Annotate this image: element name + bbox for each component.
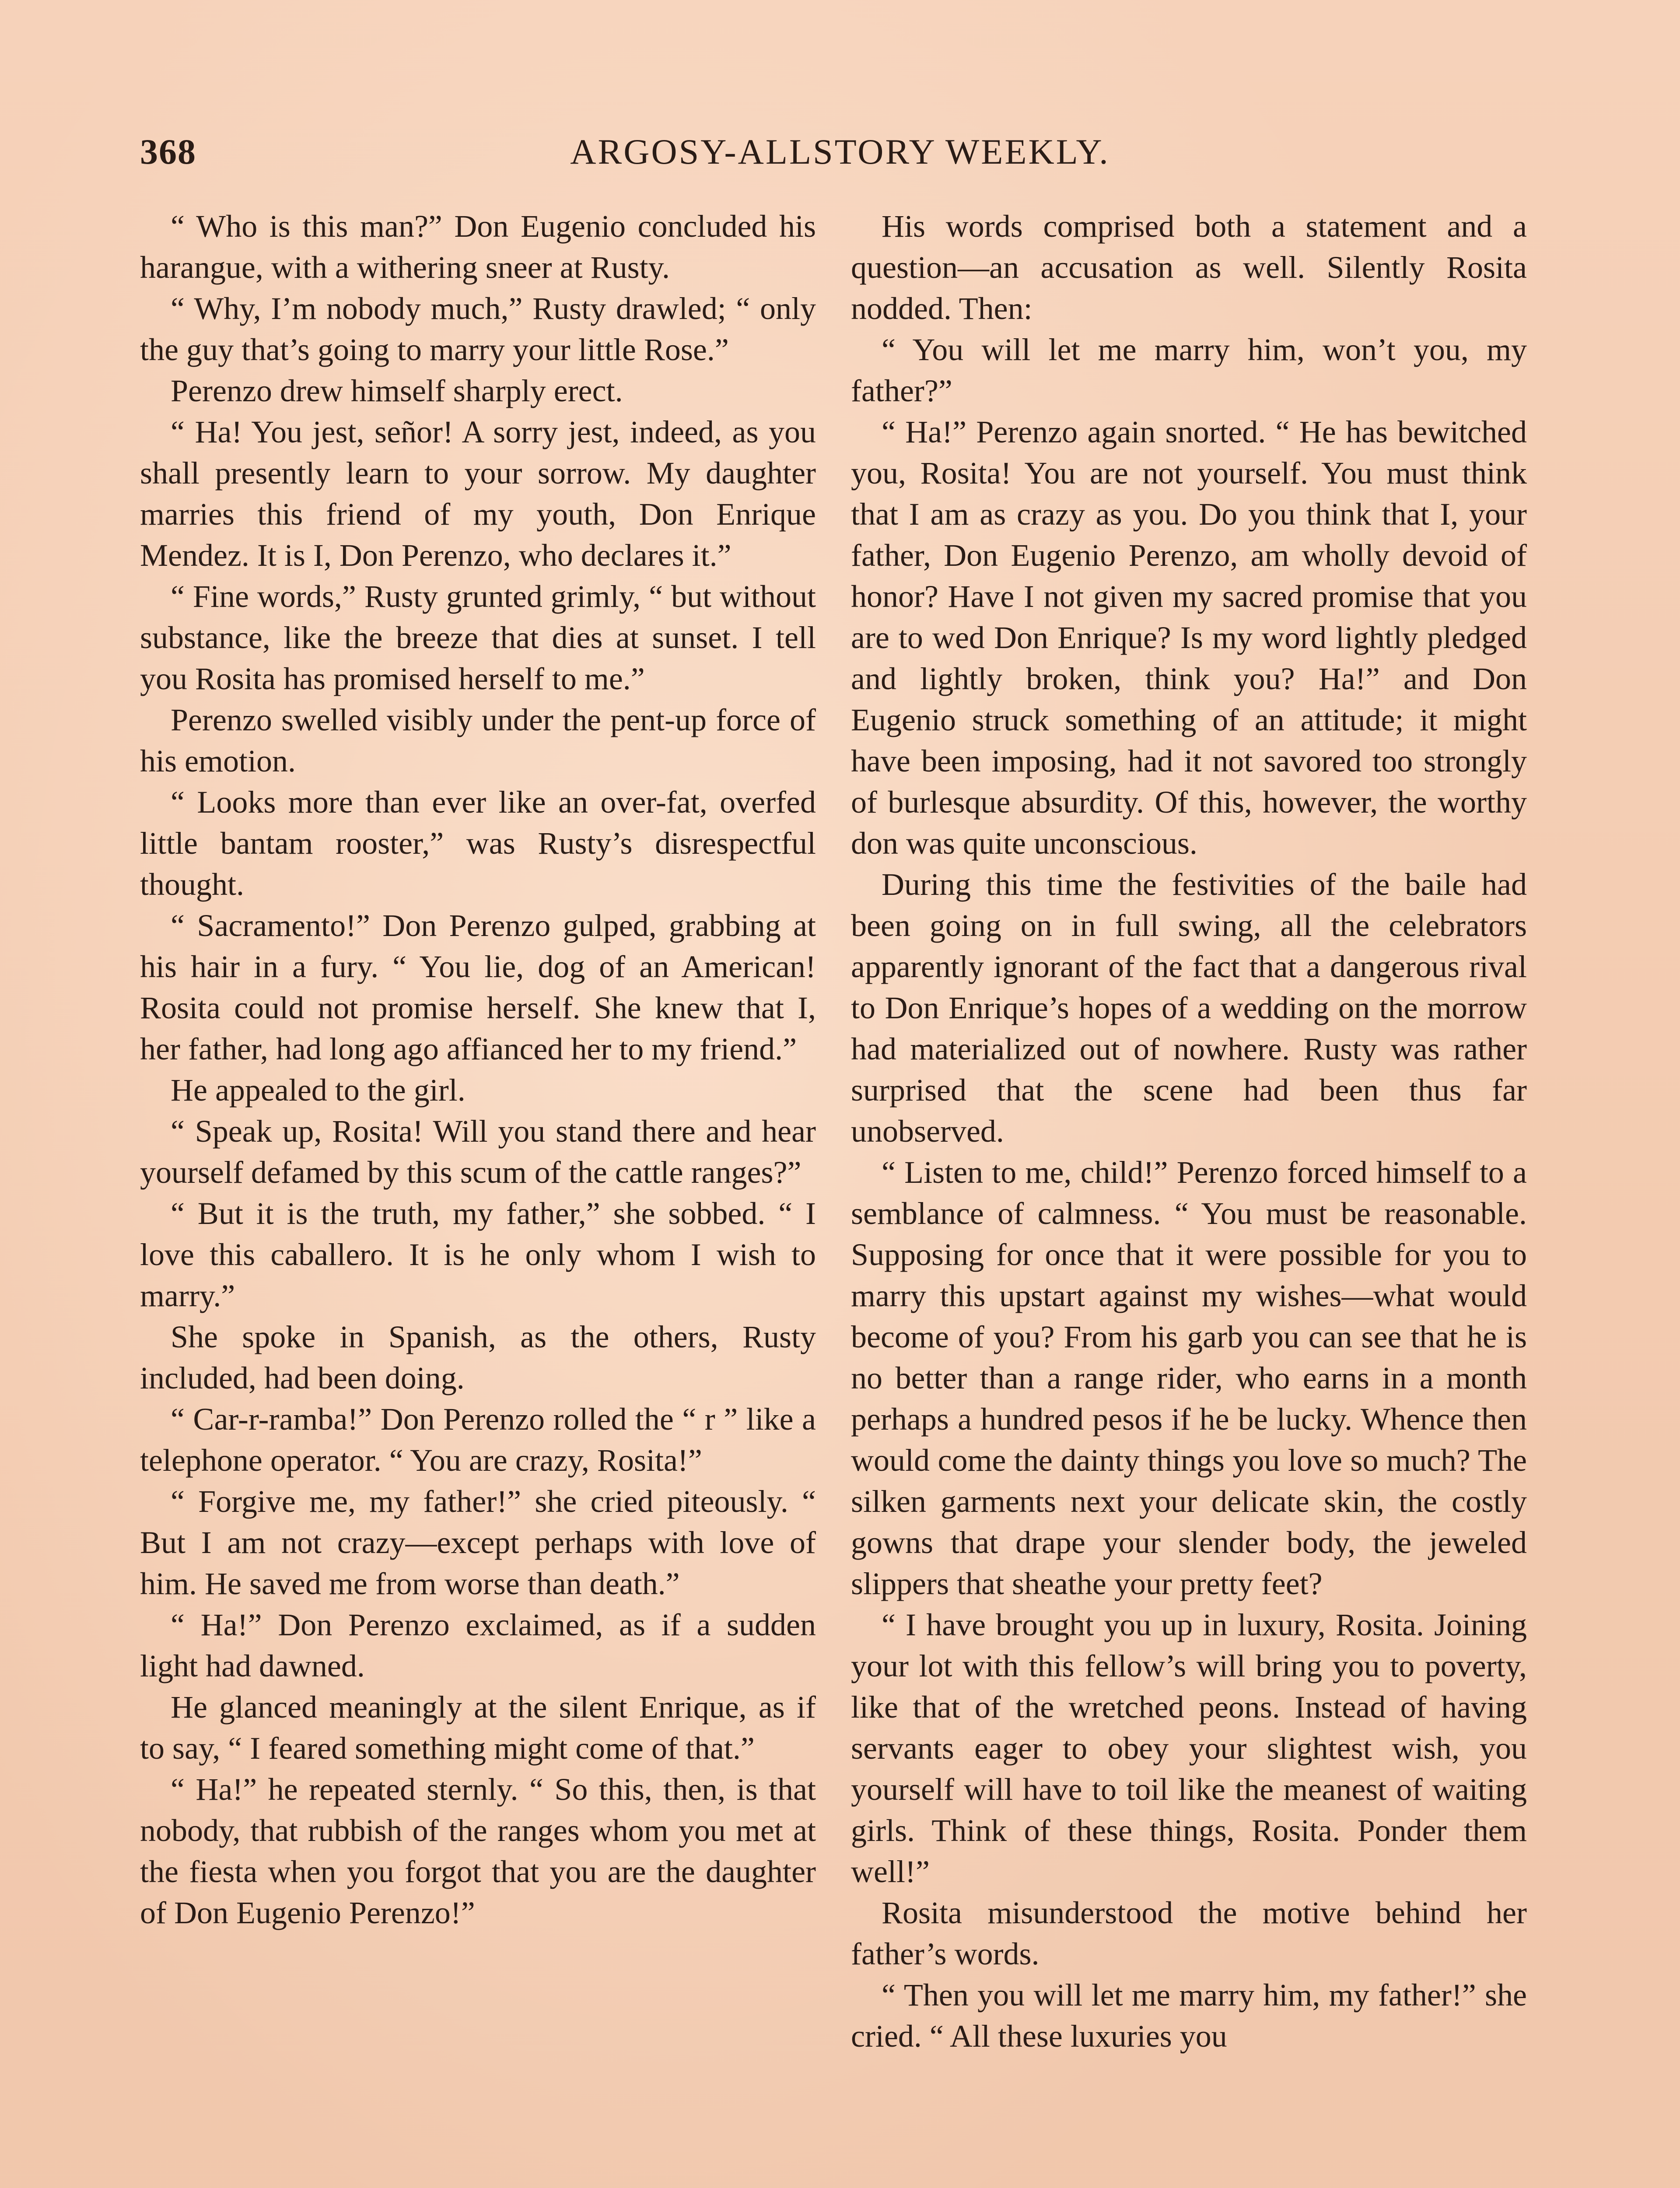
paragraph: She spoke in Spanish, as the others, Rusty included, had been doing. — [140, 1319, 816, 1396]
paragraph: “ Fine words,” Rusty grunted grimly, “ but without substance, like the breeze that dies at sunset. I tell you Rosita has promised herself to me.” — [140, 579, 816, 696]
paragraph: “ Car-r-ramba!” Don Perenzo rolled the “ r ” like a telephone operator. “ You are crazy, Rosita!” — [140, 1402, 816, 1478]
paragraph: “ Looks more than ever like an over-fat, overfed little bantam rooster,” was Rusty’s disrespectful thought. — [140, 785, 816, 902]
paragraph: “ Listen to me, child!” Perenzo forced himself to a semblance of calmness. “ You must be reasonable. Supposing for once that it were possible for you to marry this upstart against my wishes—what would become of you? From his garb you can see that he is no better than a range rider, who earns in a month perhaps a hundred pesos if he be lucky. Whence then would come the dainty things you love so much? The silken garments next your delicate skin, the costly gowns that drape your slender body, the jeweled slippers that sheathe your pretty feet? — [851, 1155, 1527, 1601]
paragraph: Rosita misunderstood the motive behind her father’s words. — [851, 1895, 1527, 1971]
right-column — [851, 206, 1527, 2057]
paragraph: “ Ha! You jest, señor! A sorry jest, indeed, as you shall presently learn to your sorrow. My daughter marries this friend of my youth, Don Enrique Mendez. It is I, Don Perenzo, who declares it.” — [140, 414, 816, 573]
paragraph: He glanced meaningly at the silent Enrique, as if to say, “ I feared something might come of that.” — [140, 1690, 816, 1766]
paragraph: During this time the festivities of the baile had been going on in full swing, all the celebrators apparently ignorant of the fact that a dangerous rival to Don Enrique’s hopes of a wedding on the morrow had materialized out of nowhere. Rusty was rather surprised that the scene had been thus far unobserved. — [851, 867, 1527, 1149]
paragraph: “ Forgive me, my father!” she cried piteously. “ But I am not crazy—except perhaps with love of him. He saved me from worse than death.” — [140, 1484, 816, 1601]
paragraph: “ Ha!” Don Perenzo exclaimed, as if a sudden light had dawned. — [140, 1607, 816, 1683]
paragraph: “ You will let me marry him, won’t you, my father?” — [851, 332, 1527, 408]
page-number: 368 — [140, 132, 196, 172]
paragraph: “ Speak up, Rosita! Will you stand there and hear yourself defamed by this scum of the cattle ranges?” — [140, 1114, 816, 1190]
paragraph: Perenzo drew himself sharply erect. — [171, 373, 623, 408]
page-header — [140, 131, 1540, 184]
left-column — [140, 206, 816, 1933]
paragraph: His words comprised both a statement and a question—an accusation as well. Silently Rosita nodded. Then: — [851, 209, 1527, 326]
paragraph: He appealed to the girl. — [171, 1073, 466, 1108]
running-head: ARGOSY-ALLSTORY WEEKLY. — [570, 132, 1110, 172]
paragraph: “ Who is this man?” Don Eugenio concluded his harangue, with a withering sneer at Rusty. — [140, 209, 816, 285]
paragraph: “ Then you will let me marry him, my father!” she cried. “ All these luxuries you — [851, 1978, 1527, 2054]
paragraph: “ Ha!” Perenzo again snorted. “ He has bewitched you, Rosita! You are not yourself. You must think that I am as crazy as you. Do you think that I, your father, Don Eugenio Perenzo, am wholly devoid of honor? Have I not given my sacred promise that you are to wed Don Enrique? Is my word lightly pledged and lightly broken, think you? Ha!” and Don Eugenio struck something of an attitude; it might have been imposing, had it not savored too strongly of burlesque absurdity. Of this, however, the worthy don was quite unconscious. — [851, 414, 1527, 861]
paragraph: “ Ha!” he repeated sternly. “ So this, then, is that nobody, that rubbish of the ranges whom you met at the fiesta when you forgot that you are the daughter of Don Eugenio Perenzo!” — [140, 1772, 816, 1930]
paragraph: “ Sacramento!” Don Perenzo gulped, grabbing at his hair in a fury. “ You lie, dog of an American! Rosita could not promise herself. She knew that I, her father, had long ago affianced her to my friend.” — [140, 908, 816, 1066]
paragraph: Perenzo swelled visibly under the pent-up force of his emotion. — [140, 702, 816, 778]
paragraph: “ But it is the truth, my father,” she sobbed. “ I love this caballero. It is he only whom I wish to marry.” — [140, 1196, 816, 1313]
paragraph: “ I have brought you up in luxury, Rosita. Joining your lot with this fellow’s will bring you to poverty, like that of the wretched peons. Instead of having servants eager to obey your slightest wish, you yourself will have to toil like the meanest of waiting girls. Think of these things, Rosita. Ponder them well!” — [851, 1607, 1527, 1889]
paragraph: “ Why, I’m nobody much,” Rusty drawled; “ only the guy that’s going to marry your little Rose.” — [140, 291, 816, 367]
